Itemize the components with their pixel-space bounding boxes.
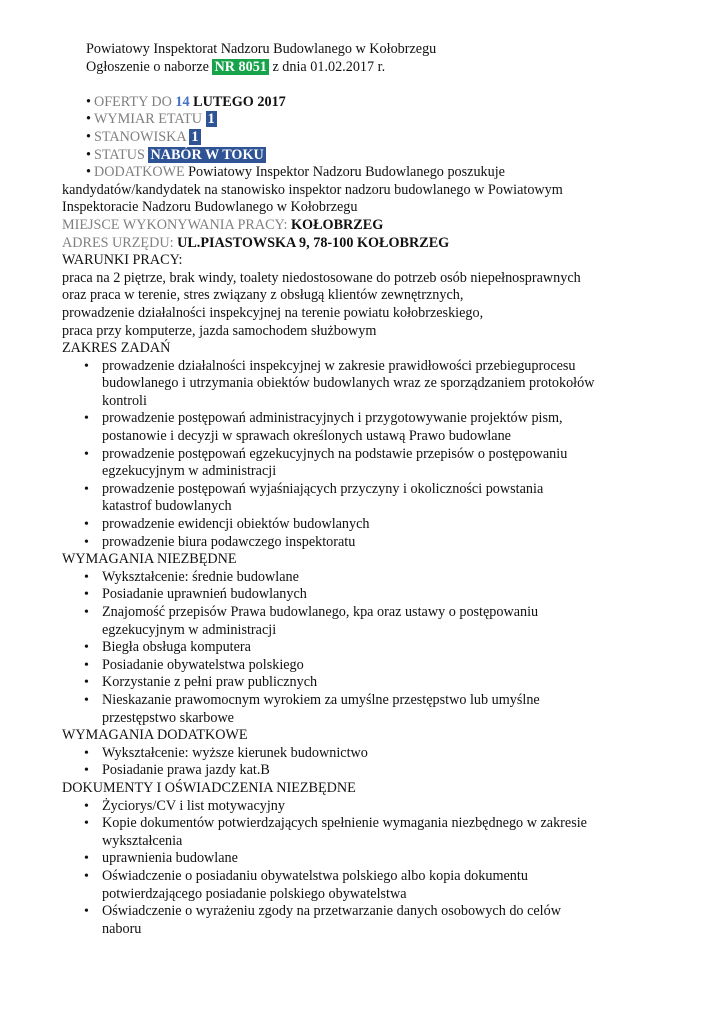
list-item bbox=[62, 692, 666, 727]
list-item-text: • Kopie dokumentów potwierdzających spełnienie wymagania niezbędnego w zakresie bbox=[102, 815, 587, 832]
summary-dodatkowe: • DODATKOWE Powiatowy Inspektor Nadzoru Budowlanego poszukuje bbox=[86, 164, 505, 181]
list-item-text: • Życiorys/CV i list motywacyjny bbox=[102, 797, 285, 814]
list-item-text: • Oświadczenie o wyrażeniu zgody na przetwarzanie danych osobowych do celów bbox=[102, 903, 561, 920]
notice-prefix: Ogłoszenie o naborze bbox=[86, 58, 213, 75]
list-item bbox=[62, 481, 666, 516]
list-item-text: • uprawnienia budowlane bbox=[102, 850, 238, 867]
summary-stanowiska: • STANOWISKA 1 bbox=[86, 128, 199, 145]
list-item-text: • prowadzenie ewidencji obiektów budowlanych bbox=[102, 516, 370, 533]
conditions-heading: WARUNKI PRACY: bbox=[62, 252, 183, 269]
stanowiska-value: 1 bbox=[191, 128, 199, 145]
place-label: MIEJSCE WYKONYWANIA PRACY: bbox=[62, 216, 291, 233]
list-item bbox=[62, 534, 666, 552]
document-page bbox=[62, 41, 666, 938]
list-item bbox=[62, 745, 666, 763]
list-item-text: wykształcenia bbox=[102, 832, 183, 849]
notice-suffix: z dnia 01.02.2017 r. bbox=[268, 58, 386, 75]
required-list bbox=[62, 569, 666, 727]
list-item bbox=[62, 850, 666, 868]
list-item-text: przestępstwo skarbowe bbox=[102, 709, 234, 726]
list-item bbox=[62, 868, 666, 903]
list-item-text: • Nieskazanie prawomocnym wyrokiem za umyślne przestępstwo lub umyślne bbox=[102, 691, 540, 708]
list-item-text: • Wykształcenie: wyższe kierunek budownictwo bbox=[102, 744, 368, 761]
required-heading: WYMAGANIA NIEZBĘDNE bbox=[62, 551, 237, 568]
place-value: KOŁOBRZEG bbox=[291, 216, 384, 233]
list-item bbox=[62, 674, 666, 692]
list-item bbox=[62, 446, 666, 481]
conditions-line: praca na 2 piętrze, brak windy, toalety niedostosowane do potrzeb osób niepełnosprawnych bbox=[62, 269, 581, 286]
list-item-text: egzekucyjnym w administracji bbox=[102, 463, 277, 480]
list-item bbox=[62, 903, 666, 938]
list-item-text: • prowadzenie postępowań egzekucyjnych na podstawie przepisów o postępowaniu bbox=[102, 445, 568, 462]
list-item bbox=[62, 410, 666, 445]
stanowiska-label: STANOWISKA bbox=[94, 128, 190, 145]
list-item-text: • Oświadczenie o posiadaniu obywatelstwa polskiego albo kopia dokumentu bbox=[102, 867, 528, 884]
offers-month: LUTEGO 2017 bbox=[189, 93, 286, 110]
list-item bbox=[62, 586, 666, 604]
documents-heading: DOKUMENTY I OŚWIADCZENIA NIEZBĘDNE bbox=[62, 779, 356, 796]
list-item bbox=[62, 815, 666, 850]
office-address bbox=[62, 235, 666, 253]
tasks-heading: ZAKRES ZADAŃ bbox=[62, 340, 171, 357]
list-item-text: egzekucyjnym w administracji bbox=[102, 621, 277, 638]
tasks-list bbox=[62, 358, 666, 552]
list-item bbox=[62, 358, 666, 411]
list-item-text: • prowadzenie postępowań administracyjnych i przygotowywanie projektów pism, bbox=[102, 410, 563, 427]
list-item-text: naboru bbox=[102, 920, 142, 937]
documents-list bbox=[62, 798, 666, 939]
dodatkowe-text-1: Powiatowy Inspektor Nadzoru Budowlanego poszukuje bbox=[184, 164, 505, 181]
etat-label: WYMIAR ETATU bbox=[94, 111, 206, 128]
list-item-text: budowlanego i utrzymania obiektów budowlanych wraz ze sporządzaniem protokołów bbox=[102, 375, 595, 392]
offers-day: 14 bbox=[175, 93, 190, 110]
list-item bbox=[62, 798, 666, 816]
address-value: UL.PIASTOWSKA 9, 78-100 KOŁOBRZEG bbox=[177, 234, 450, 251]
additional-heading: WYMAGANIA DODATKOWE bbox=[62, 727, 248, 744]
list-item-text: • Znajomość przepisów Prawa budowlanego, kpa oraz ustawy o postępowaniu bbox=[102, 604, 539, 620]
summary-etat: • WYMIAR ETATU 1 bbox=[86, 111, 215, 128]
status-badge: NABÓR W TOKU bbox=[150, 146, 264, 163]
list-item-text: • prowadzenie działalności inspekcyjnej w zakresie prawidłowości przebieguprocesu bbox=[102, 357, 576, 374]
conditions-line: oraz praca w terenie, stres związany z obsługą klientów zewnętrznych, bbox=[62, 287, 464, 304]
list-item bbox=[62, 639, 666, 657]
list-item-text: kontroli bbox=[102, 392, 147, 409]
notice-line bbox=[86, 59, 666, 77]
list-item bbox=[62, 516, 666, 534]
conditions-line: prowadzenie działalności inspekcyjnej na terenie powiatu kołobrzeskiego, bbox=[62, 304, 484, 321]
conditions-text bbox=[62, 270, 666, 340]
additional-list bbox=[62, 745, 666, 780]
offers-label: OFERTY DO bbox=[94, 93, 176, 110]
conditions-line: praca przy komputerze, jazda samochodem służbowym bbox=[62, 322, 377, 339]
status-label: STATUS bbox=[94, 146, 149, 163]
list-item-text: potwierdzającego posiadanie polskiego obywatelstwa bbox=[102, 885, 407, 902]
list-item-text: katastrof budowlanych bbox=[102, 498, 232, 515]
notice-number-badge: NR 8051 bbox=[214, 58, 267, 75]
list-item-text: • Biegła obsługa komputera bbox=[102, 639, 251, 656]
address-label: ADRES URZĘDU: bbox=[62, 234, 178, 251]
etat-value: 1 bbox=[207, 111, 215, 128]
work-place bbox=[62, 217, 666, 235]
dodatkowe-text-3: Inspektoracie Nadzoru Budowlanego w Kołobrzegu bbox=[62, 199, 358, 216]
list-item bbox=[62, 657, 666, 675]
summary-offers: • OFERTY DO 14 LUTEGO 2017 bbox=[86, 93, 286, 110]
list-item bbox=[62, 569, 666, 587]
list-item-text: • prowadzenie postępowań wyjaśniających przyczyny i okoliczności powstania bbox=[102, 480, 544, 497]
list-item-text: • Posiadanie obywatelstwa polskiego bbox=[102, 656, 304, 673]
list-item bbox=[62, 762, 666, 780]
dodatkowe-label: DODATKOWE bbox=[94, 164, 185, 181]
dodatkowe-text-2: kandydatów/kandydatek na stanowisko inspektor nadzoru budowlanego w Powiatowym bbox=[62, 181, 563, 198]
list-item-text: • Wykształcenie: średnie budowlane bbox=[102, 568, 299, 585]
list-item bbox=[62, 604, 666, 639]
summary-status: • STATUS NABÓR W TOKU bbox=[86, 146, 264, 163]
list-item-text: • Korzystanie z pełni praw publicznych bbox=[102, 674, 318, 691]
list-item-text: • prowadzenie biura podawczego inspektoratu bbox=[102, 533, 356, 550]
list-item-text: postanowie i decyzji w sprawach określonych ustawą Prawo budowlane bbox=[102, 428, 511, 445]
office-name: Powiatowy Inspektorat Nadzoru Budowlanego w Kołobrzegu bbox=[86, 41, 437, 57]
list-item-text: • Posiadanie prawa jazdy kat.B bbox=[102, 762, 270, 779]
list-item-text: • Posiadanie uprawnień budowlanych bbox=[102, 586, 307, 603]
